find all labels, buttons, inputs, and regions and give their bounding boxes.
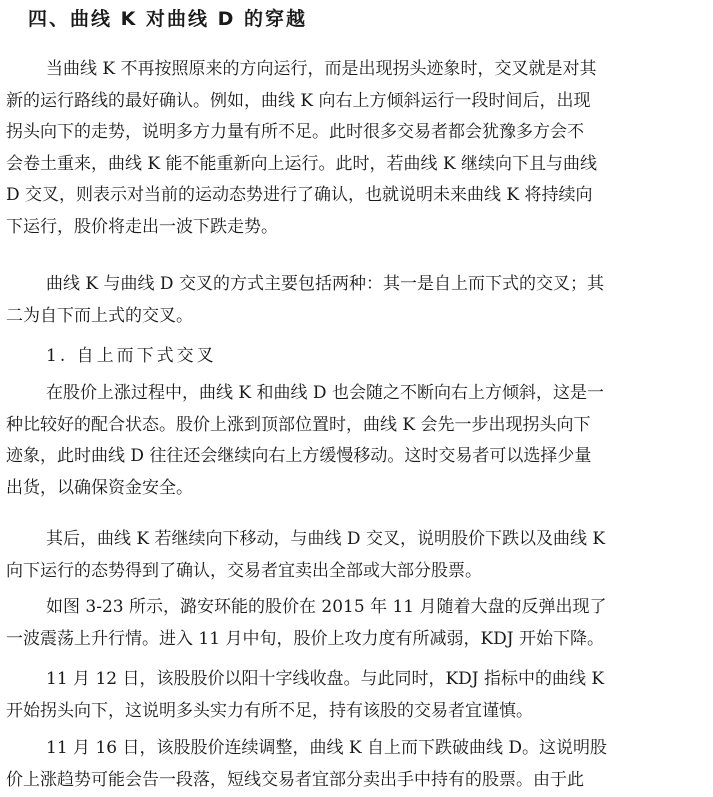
text-line: 一波震荡上升行情。进入 11 月中旬，股价上攻力度有所减弱，KDJ 开始下降。 — [6, 628, 604, 649]
text-line: 在股价上涨过程中，曲线 K 和曲线 D 也会随之不断向右上方倾斜，这是一 — [46, 383, 604, 403]
text-line: 当曲线 K 不再按照原来的方向运行，而是出现拐头迹象时，交叉就是对其 — [46, 59, 597, 79]
paragraph-crossing-types — [0, 269, 713, 332]
text-line: 新的运行路线的最好确认。例如，曲线 K 向右上方倾斜运行一段时间后，出现 — [6, 90, 591, 111]
text-line: 下运行，股价将走出一波下跌走势。 — [6, 216, 278, 237]
text-line: 拐头向下的走势，说明多方力量有所不足。此时很多交易者都会犹豫多方会不 — [6, 122, 584, 142]
text-line: 向下运行的态势得到了确认，交易者宜卖出全部或大部分股票。 — [6, 560, 482, 581]
text-line: 二为自下而上式的交叉。 — [6, 305, 193, 326]
text-line: 曲线 K 与曲线 D 交叉的方式主要包括两种：其一是自上而下式的交叉；其 — [46, 274, 604, 294]
paragraph-curve-k-direction-change — [0, 54, 713, 243]
text-line: D 交叉，则表示对当前的运动态势进行了确认，也就说明未来曲线 K 将持续向 — [6, 185, 593, 205]
section-title: 四、曲线 K 对曲线 D 的穿越 — [28, 8, 307, 30]
paragraph-rising-price — [0, 378, 713, 504]
paragraph-nov-16 — [0, 733, 713, 796]
text-line: 价上涨趋势可能会告一段落，短线交易者宜部分卖出手中持有的股票。由于此 — [6, 769, 584, 790]
text-line: 开始拐头向下，这说明多头实力有所不足，持有该股的交易者宜谨慎。 — [6, 700, 533, 721]
paragraph-nov-12 — [0, 664, 713, 727]
text-line: 迹象，此时曲线 D 往往还会继续向右上方缓慢移动。这时交易者可以选择少量 — [6, 446, 592, 466]
text-line: 种比较好的配合状态。股价上涨到顶部位置时，曲线 K 会先一步出现拐头向下 — [6, 414, 591, 435]
subheading-top-down-cross: 1. 自上而下式交叉 — [46, 346, 217, 366]
text-line: 如图 3-23 所示，潞安环能的股价在 2015 年 11 月随着大盘的反弹出现了 — [46, 597, 607, 617]
paragraph-figure-example — [0, 592, 713, 655]
text-line: 其后，曲线 K 若继续向下移动，与曲线 D 交叉，说明股价下跌以及曲线 K — [46, 529, 606, 549]
text-line: 11 月 16 日，该股股价连续调整，曲线 K 自上而下跌破曲线 D。这说明股 — [46, 738, 608, 758]
text-line: 出货，以确保资金安全。 — [6, 477, 193, 498]
text-line: 会卷土重来，曲线 K 能不能重新向上运行。此时，若曲线 K 继续向下且与曲线 — [6, 153, 598, 174]
paragraph-confirmation — [0, 524, 713, 587]
text-line: 11 月 12 日，该股股价以阳十字线收盘。与此同时，KDJ 指标中的曲线 K — [46, 669, 605, 689]
